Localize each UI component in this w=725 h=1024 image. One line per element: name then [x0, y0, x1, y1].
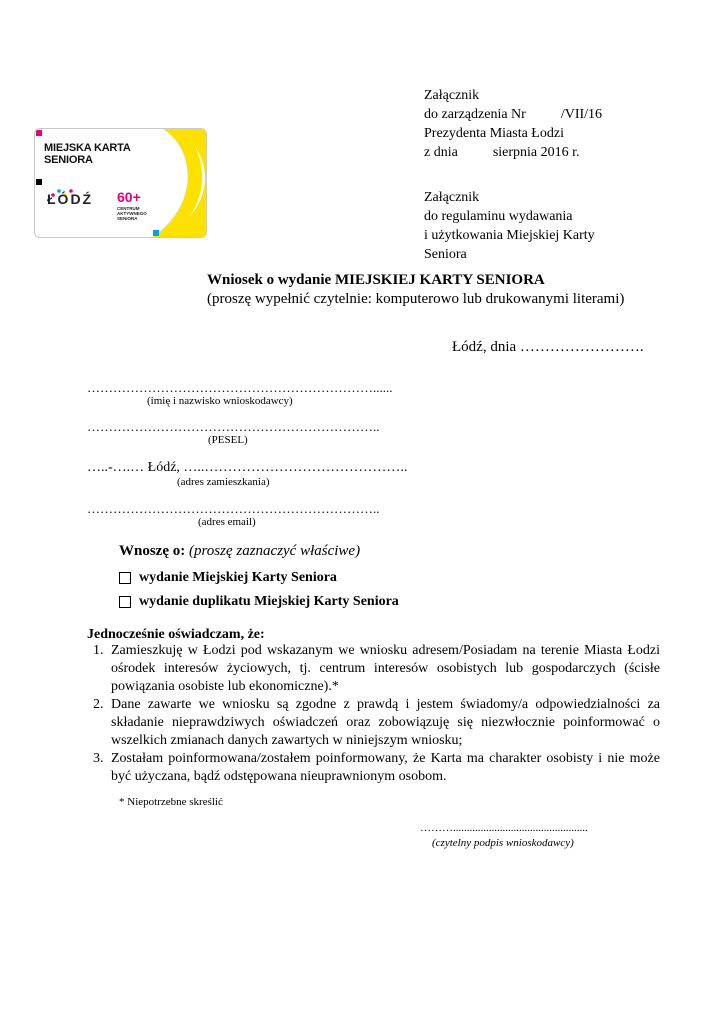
- address-field-caption: (adres zamieszkania): [177, 476, 270, 488]
- checkbox[interactable]: [119, 596, 131, 608]
- lodz-logo: ŁÓDŹ: [47, 191, 94, 207]
- declaration-item: 3. Zostałam poinformowana/zostałem poinformowany, że Karta ma charakter osobisty i nie może być użyczana, bądź odstępowana nieuprawnionym osobom.: [107, 750, 660, 786]
- senior-card-image: [34, 128, 207, 238]
- header-line: Załącznik: [424, 190, 480, 205]
- footnote: * Niepotrzebne skreślić: [119, 796, 223, 808]
- header-line: Załącznik: [424, 88, 480, 103]
- name-field-caption: (imię i nazwisko wnioskodawcy): [147, 395, 293, 407]
- signature-caption: (czytelny podpis wnioskodawcy): [432, 837, 574, 849]
- form-subtitle: (proszę wypełnić czytelnie: komputerowo lub drukowanymi literami): [207, 291, 625, 307]
- header-line: Prezydenta Miasta Łodzi: [424, 126, 564, 141]
- declaration-heading: Jednocześnie oświadczam, że:: [87, 627, 265, 642]
- email-field-caption: (adres email): [198, 516, 256, 528]
- title-bold: MIEJSKIEJ KARTY SENIORA: [334, 272, 545, 288]
- option-duplicate-card[interactable]: [119, 594, 399, 610]
- header-line: do zarządzenia Nr /VII/16: [424, 107, 603, 122]
- centrum-aktywnego-seniora-logo: CENTRUM AKTYWNEGO SENIORA: [117, 206, 147, 221]
- declaration-item: 2. Dane zawarte we wniosku są zgodne z prawdą i jestem świadomy/a odpowiedzialności za składanie nieprawdziwych oświadczeń oraz zobowiązuję się niezwłocznie poinformować o wszelkich zmianach danych zawartych w niniejszym wniosku;: [107, 696, 660, 750]
- pesel-field-caption: (PESEL): [208, 434, 248, 446]
- place-date-field[interactable]: Łódź, dnia …………………….: [452, 339, 644, 355]
- card-title: MIEJSKA KARTA SENIORA: [44, 142, 131, 166]
- header-line: Seniora: [424, 247, 467, 262]
- form-title: [207, 271, 624, 309]
- request-heading: [119, 543, 360, 560]
- attachment-header-ordinance: [424, 86, 602, 162]
- name-field[interactable]: …………………………………………………………......: [87, 380, 393, 395]
- title-prefix: Wniosek o wydanie: [207, 272, 335, 288]
- header-line: do regulaminu wydawania: [424, 209, 573, 224]
- email-field[interactable]: …………………………………………………………..: [87, 501, 380, 516]
- option-label: wydanie Miejskiej Karty Seniora: [139, 570, 337, 585]
- attachment-header-regulations: [424, 188, 595, 264]
- address-field[interactable]: …..-….… Łódź, …..……………………………………..: [87, 460, 408, 475]
- request-label: Wnoszę o:: [119, 543, 186, 559]
- header-line: i użytkowania Miejskiej Karty: [424, 228, 595, 243]
- checkbox[interactable]: [119, 572, 131, 584]
- option-label: wydanie duplikatu Miejskiej Karty Seniora: [139, 594, 399, 609]
- request-hint: (proszę zaznaczyć właściwe): [189, 543, 361, 559]
- declaration-list: [87, 642, 660, 786]
- option-new-card[interactable]: [119, 570, 337, 586]
- pesel-field[interactable]: …………………………………………………………..: [87, 419, 380, 434]
- header-line: z dnia sierpnia 2016 r.: [424, 145, 580, 160]
- declaration-item: 1. Zamieszkuję w Łodzi pod wskazanym we wniosku adresem/Posiadam na terenie Miasta Łodzi ośrodek interesów życiowych, tj. centrum interesów osobistych lub gospodarczych (ścisłe powiązania osobiste lub ekonomiczne).*: [107, 642, 660, 696]
- signature-field[interactable]: ……….................................................: [420, 822, 588, 834]
- age-badge: 60+: [117, 189, 141, 205]
